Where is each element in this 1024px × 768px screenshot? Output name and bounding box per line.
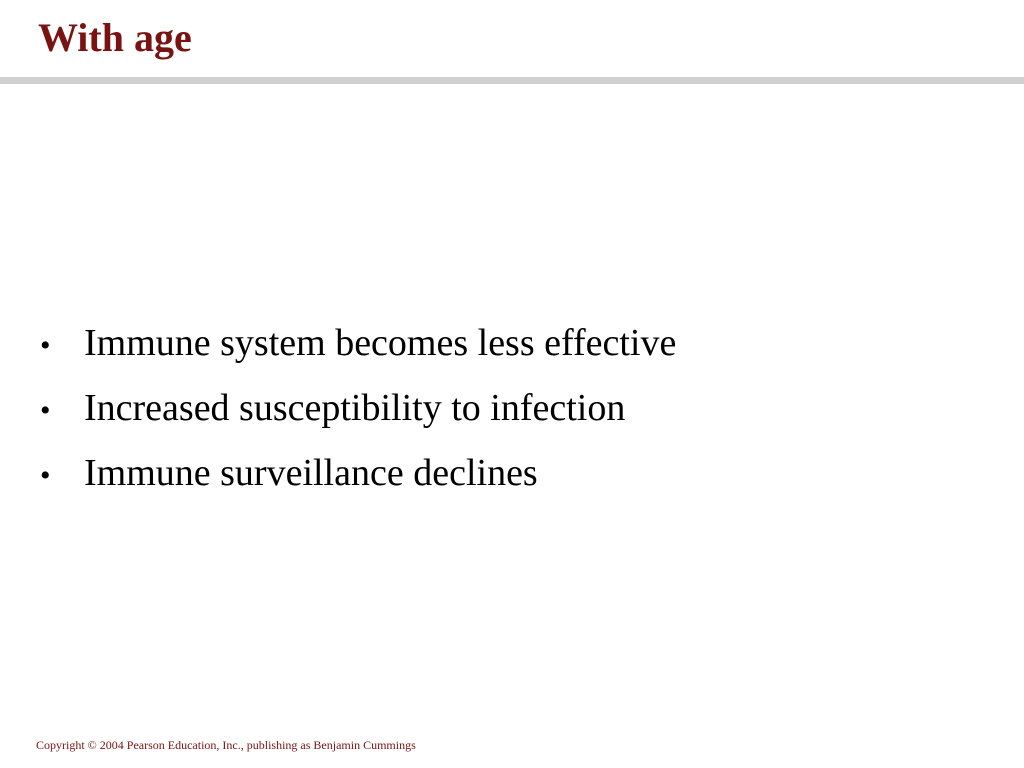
- bullet-text: Immune surveillance declines: [84, 452, 538, 494]
- bullet-item: [40, 442, 676, 507]
- bullet-text: Increased susceptibility to infection: [84, 387, 626, 429]
- bullet-item: [40, 377, 676, 442]
- bullet-icon: •: [40, 459, 51, 492]
- bullet-icon: •: [40, 329, 51, 362]
- title-divider: [0, 77, 1024, 84]
- bullet-icon: •: [40, 394, 51, 427]
- bullet-list: [40, 312, 676, 507]
- slide-title: With age: [38, 15, 192, 60]
- bullet-item: [40, 312, 676, 377]
- copyright-footer: Copyright © 2004 Pearson Education, Inc., publishing as Benjamin Cummings: [36, 738, 416, 752]
- bullet-text: Immune system becomes less effective: [84, 322, 677, 364]
